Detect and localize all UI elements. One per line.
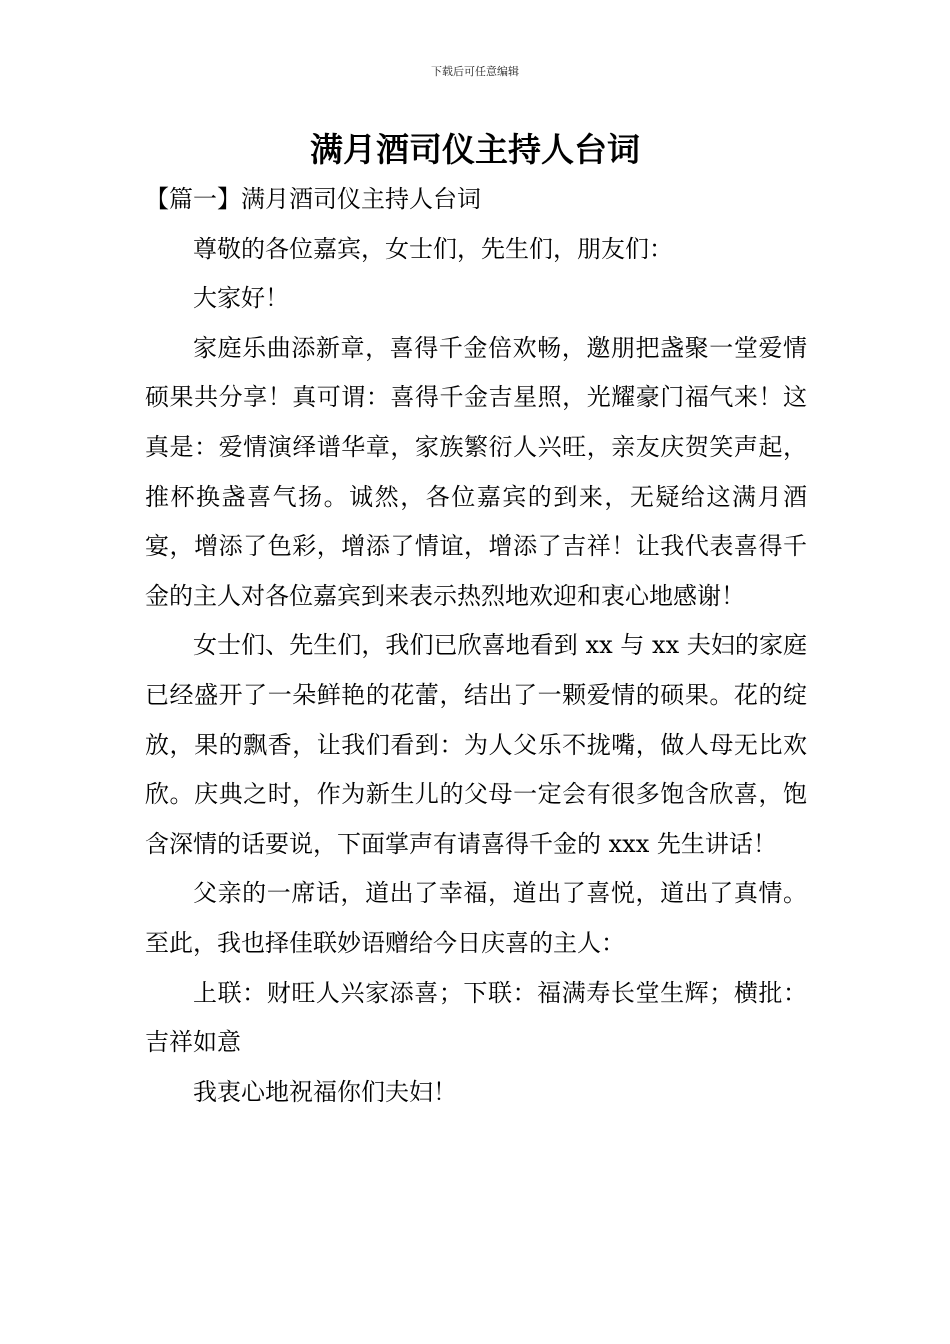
section-heading: 【篇一】满月酒司仪主持人台词 <box>145 185 481 213</box>
paragraph-father-speech: 父亲的一席话，道出了幸福，道出了喜悦，道出了真情。至此，我也择佳联妙语赠给今日庆喜的主人： <box>145 879 807 957</box>
document-body <box>145 175 807 1117</box>
header-note: 下载后可任意编辑 <box>431 65 519 78</box>
paragraph-greeting: 尊敬的各位嘉宾，女士们，先生们，朋友们： <box>193 234 673 263</box>
paragraph-couplet: 上联：财旺人兴家添喜；下联：福满寿长堂生辉；横批：吉祥如意 <box>145 978 807 1057</box>
paragraph-blessing: 我衷心地祝福你们夫妇！ <box>193 1077 457 1106</box>
paragraph-hello: 大家好！ <box>193 284 289 313</box>
paragraph-parents-intro: 女士们、先生们，我们已欣喜地看到 xx 与 xx 夫妇的家庭已经盛开了一朵鲜艳的花蕾，结出了一颗爱情的硕果。花的绽放，果的飘香，让我们看到：为人父乐不拢嘴，做人母无比欢欣。庆典之时，作为新生儿的父母一定会有很多饱含欣喜，饱含深情的话要说，下面掌声有请喜得千金的 xxx 先生讲话！ <box>145 631 807 858</box>
paragraph-welcome: 家庭乐曲添新章，喜得千金倍欢畅，邀朋把盏聚一堂爱情硕果共分享！真可谓：喜得千金吉星照，光耀豪门福气来！这真是：爱情演绎谱华章，家族繁衍人兴旺，亲友庆贺笑声起，推杯换盏喜气扬。诚然，各位嘉宾的到来，无疑给这满月酒宴，增添了色彩，增添了情谊，增添了吉祥！让我代表喜得千金的主人对各位嘉宾到来表示热烈地欢迎和衷心地感谢！ <box>145 333 807 610</box>
document-title: 满月酒司仪主持人台词 <box>310 130 640 169</box>
